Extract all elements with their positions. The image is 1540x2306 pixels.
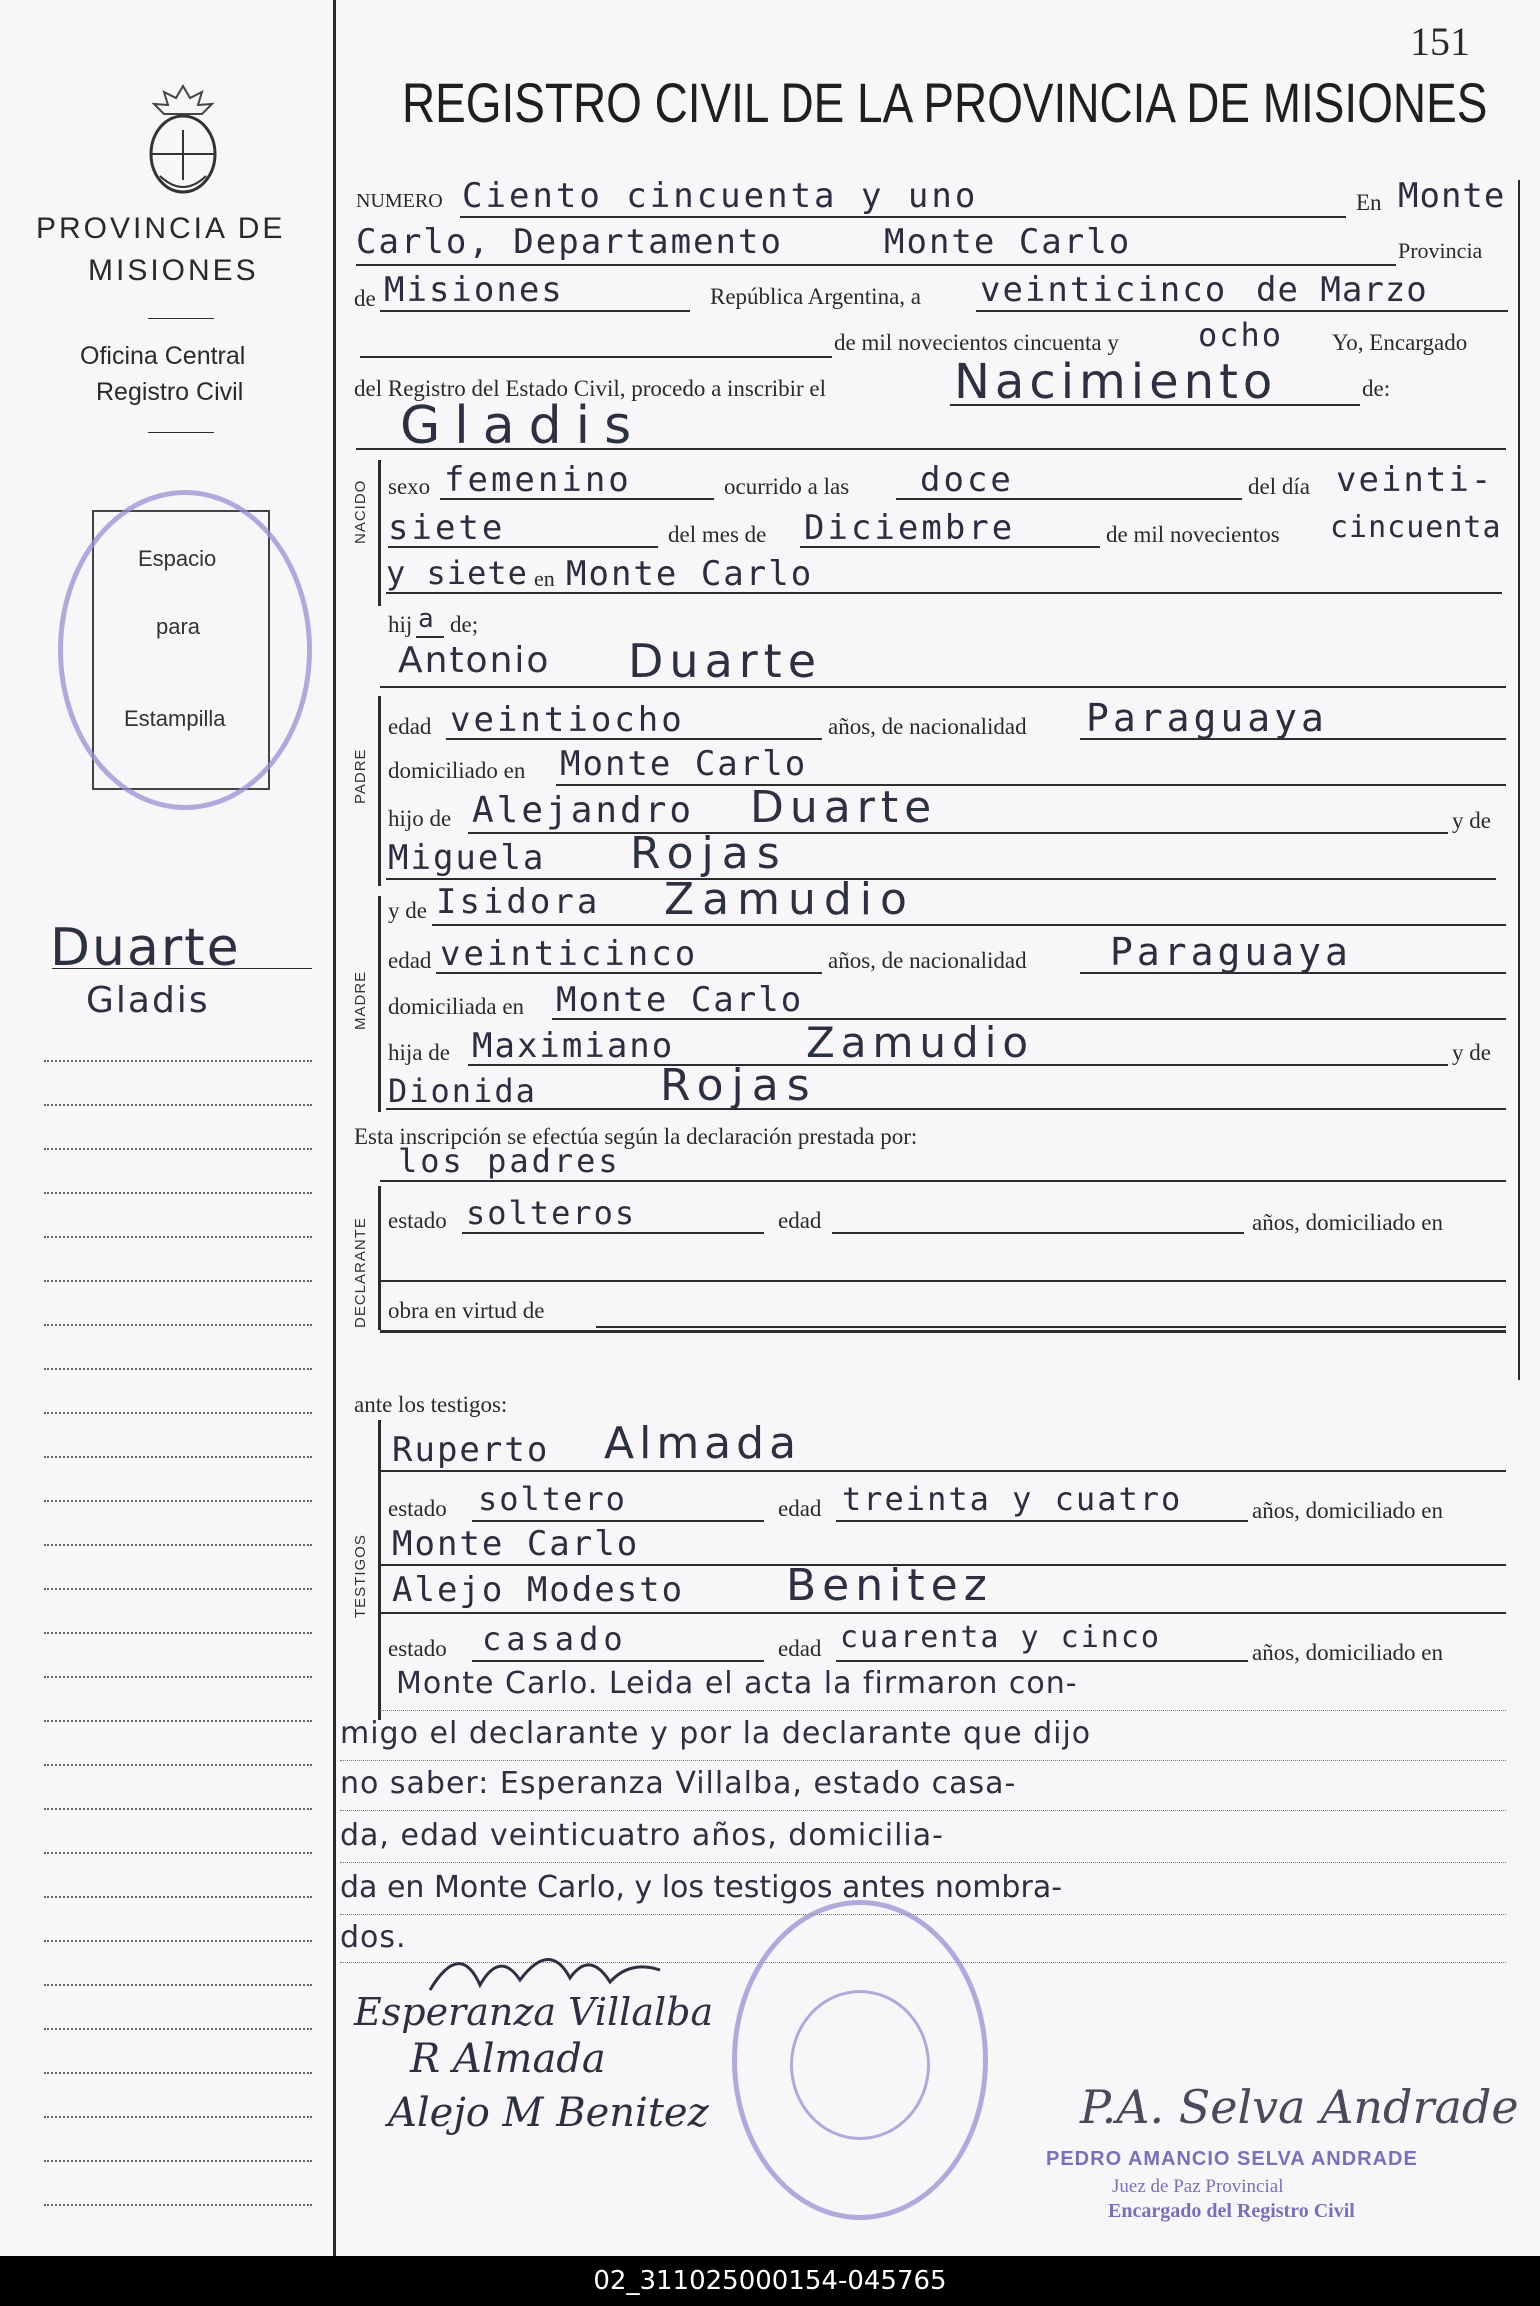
- line-note-5: [340, 1914, 1506, 1915]
- sidebar-line: [44, 1808, 312, 1810]
- value-mother-father-first: Maximiano: [472, 1026, 675, 1066]
- label-en: En: [1356, 190, 1382, 215]
- label-del-mes: del mes de: [668, 522, 767, 547]
- value-father-age: veintiocho: [450, 700, 685, 740]
- label-edad-padre: edad: [388, 714, 432, 739]
- sidebar-office-line1: Oficina Central: [80, 342, 246, 370]
- sidebar-line: [44, 1544, 312, 1546]
- sidebar-line: [44, 2160, 312, 2162]
- value-mother-last: Zamudio: [664, 874, 915, 925]
- label-y-de-madre2: y de: [1452, 1040, 1491, 1065]
- value-mother-first: Isidora: [436, 882, 601, 922]
- header-title: REGISTRO CIVIL DE LA PROVINCIA DE MISIONES: [402, 71, 1488, 134]
- sidebar-given-name: Gladis: [86, 980, 210, 1021]
- sidebar-divider-short-2: [148, 432, 214, 433]
- label-numero: NUMERO: [356, 190, 443, 212]
- label-de-mil: de mil novecientos cincuenta y: [834, 330, 1119, 355]
- value-witness2-last: Benitez: [786, 1560, 993, 1611]
- value-witness2-first: Alejo Modesto: [392, 1570, 685, 1610]
- value-father-nationality: Paraguaya: [1086, 696, 1328, 740]
- line-father-nationality: [1080, 738, 1506, 740]
- line-mother-father: [468, 1064, 1448, 1066]
- label-anos-dom-w1: años, domiciliado en: [1252, 1498, 1443, 1523]
- sidebar-line: [44, 1500, 312, 1502]
- value-date-month: de Marzo: [1256, 270, 1428, 310]
- label-provincia: Provincia: [1398, 238, 1483, 263]
- line-witness1-age: [836, 1520, 1248, 1522]
- line-declarant-domicile: [380, 1280, 1506, 1282]
- value-birth-year2: y siete: [386, 554, 528, 592]
- footer-id: 02_311025000154-045765: [0, 2256, 1540, 2306]
- stamp-text-3: Estampilla: [124, 706, 226, 731]
- value-father-mother-last: Rojas: [630, 828, 788, 879]
- judge-signature: P.A. Selva Andrade: [1080, 2080, 1519, 2134]
- line-declarant-state: [462, 1232, 764, 1234]
- note-line-5: da en Monte Carlo, y los testigos antes nombra-: [340, 1870, 1063, 1905]
- section-bar-madre: [378, 896, 381, 1112]
- sidebar-line: [44, 1148, 312, 1150]
- line-department: [356, 264, 1396, 266]
- value-birth-place: Monte Carlo: [566, 554, 814, 594]
- stamp-text-1: Espacio: [138, 546, 217, 571]
- sidebar-line: [44, 1060, 312, 1062]
- line-blank-date: [360, 356, 832, 358]
- sidebar-divider-short: [148, 318, 214, 319]
- value-province: Misiones: [384, 270, 564, 310]
- value-sex: femenino: [444, 460, 632, 500]
- sidebar-line: [44, 1984, 312, 1986]
- value-mother-domicile: Monte Carlo: [556, 980, 804, 1020]
- line-hij: [416, 636, 444, 638]
- line-day-part2: [388, 546, 658, 548]
- line-father-father: [468, 832, 1448, 834]
- label-domiciliado-padre: domiciliado en: [388, 758, 526, 783]
- line-witness1-state: [472, 1520, 764, 1522]
- signature-1: Esperanza Villalba: [354, 1990, 714, 2034]
- value-department: Monte Carlo: [884, 222, 1132, 262]
- label-ocurrido: ocurrido a las: [724, 474, 850, 499]
- label-edad-madre: edad: [388, 948, 432, 973]
- label-hija-de: hija de: [388, 1040, 450, 1065]
- sidebar-line: [44, 1280, 312, 1282]
- sidebar-province-line2: MISIONES: [88, 254, 259, 287]
- note-line-4: da, edad veinticuatro años, domicilia-: [340, 1818, 944, 1853]
- sidebar-line: [44, 1764, 312, 1766]
- value-act-type: Nacimiento: [954, 354, 1278, 410]
- registry-seal-inner: [790, 1990, 930, 2140]
- label-estado-w2: estado: [388, 1636, 447, 1661]
- label-sexo: sexo: [388, 474, 431, 499]
- label-republica: República Argentina, a: [710, 284, 921, 309]
- judge-stamp-name: PEDRO AMANCIO SELVA ANDRADE: [1046, 2148, 1418, 2170]
- label-de-colon: de:: [1362, 376, 1391, 401]
- line-note-2: [340, 1760, 1506, 1761]
- value-en-place: Monte: [1398, 176, 1506, 216]
- line-note-1: [380, 1710, 1506, 1711]
- line-mother-mother: [386, 1108, 1506, 1110]
- line-obra: [596, 1326, 1506, 1328]
- sidebar-line: [44, 2116, 312, 2118]
- value-birth-year: cincuenta: [1330, 510, 1502, 545]
- label-anos-dom-decl: años, domiciliado en: [1252, 1210, 1443, 1235]
- label-hij: hij: [388, 612, 413, 637]
- line-sex: [440, 498, 714, 500]
- sidebar-office-line2: Registro Civil: [96, 378, 244, 406]
- page-number: 151: [1410, 19, 1470, 64]
- label-edad-w2: edad: [778, 1636, 822, 1661]
- value-month: Diciembre: [804, 508, 1016, 548]
- label-del-registro: del Registro del Estado Civil, procedo a inscribir el: [354, 376, 827, 401]
- line-note-4: [340, 1862, 1506, 1863]
- sidebar-line: [44, 1104, 312, 1106]
- note-line-6: dos.: [340, 1920, 407, 1955]
- label-en-birth: en: [534, 566, 555, 591]
- coat-of-arms-icon: [138, 80, 228, 198]
- line-declarant-close: [380, 1330, 1506, 1333]
- line-date: [976, 310, 1508, 312]
- value-mother-nationality: Paraguaya: [1110, 930, 1352, 974]
- sidebar-line: [44, 1456, 312, 1458]
- label-de: de: [354, 286, 376, 311]
- label-obra: obra en virtud de: [388, 1298, 545, 1323]
- label-inscripcion: Esta inscripción se efectúa según la declaración prestada por:: [354, 1124, 918, 1149]
- value-father-surname: Duarte: [628, 634, 823, 688]
- value-father-father-last: Duarte: [750, 782, 938, 833]
- section-label-nacido: NACIDO: [352, 479, 369, 544]
- label-y-de-padre: y de: [1452, 808, 1491, 833]
- line-province: [380, 310, 690, 312]
- value-year-suffix: ocho: [1198, 316, 1284, 354]
- value-witness1-state: soltero: [478, 1480, 627, 1518]
- section-label-testigos: TESTIGOS: [352, 1534, 369, 1618]
- value-place-cont: Carlo, Departamento: [356, 222, 783, 262]
- value-father-mother-first: Miguela: [388, 838, 546, 878]
- line-month: [800, 546, 1100, 548]
- label-domiciliada: domiciliada en: [388, 994, 525, 1019]
- value-mother-father-last: Zamudio: [806, 1018, 1035, 1067]
- registry-seal-left: [58, 490, 312, 810]
- label-estado-decl: estado: [388, 1208, 447, 1233]
- section-label-declarante: DECLARANTE: [352, 1217, 369, 1328]
- label-hijo-de: hijo de: [388, 806, 452, 831]
- line-father-domicile: [556, 784, 1506, 786]
- section-bar-nacido: [378, 460, 381, 606]
- sidebar-line: [44, 1896, 312, 1898]
- judge-stamp-title: Juez de Paz Provincial: [1112, 2176, 1284, 2197]
- label-anos-nac-padre: años, de nacionalidad: [828, 714, 1027, 739]
- note-line-1: Monte Carlo. Leida el acta la firmaron con-: [396, 1666, 1078, 1701]
- label-ante-testigos: ante los testigos:: [354, 1392, 508, 1417]
- line-numero: [460, 216, 1346, 218]
- value-mother-mother-first: Dionida: [388, 1072, 537, 1110]
- line-witness2-age: [836, 1660, 1248, 1662]
- section-label-madre: MADRE: [352, 970, 369, 1030]
- value-witness1-domicile: Monte Carlo: [392, 1524, 640, 1564]
- value-witness1-last: Almada: [604, 1418, 802, 1469]
- signature-3: Alejo M Benitez: [388, 2090, 709, 2136]
- value-date-day: veinticinco: [980, 270, 1228, 310]
- value-witness1-first: Ruperto: [392, 1430, 550, 1470]
- section-label-padre: PADRE: [352, 748, 369, 804]
- value-declarant: los padres: [398, 1142, 621, 1180]
- line-mother-name: [432, 924, 1506, 926]
- line-act-type: [950, 404, 1360, 406]
- line-declarant: [380, 1180, 1506, 1182]
- sidebar-divider: [333, 0, 336, 2256]
- right-border: [1518, 180, 1520, 1380]
- section-bar-padre: [378, 696, 381, 886]
- line-father-age: [446, 738, 822, 740]
- label-edad-w1: edad: [778, 1496, 822, 1521]
- line-birth-place: [386, 592, 1502, 594]
- sidebar-line: [44, 2204, 312, 2206]
- label-yo-encargado: Yo, Encargado: [1332, 330, 1468, 355]
- line-hour: [896, 498, 1242, 500]
- sidebar-line: [44, 1720, 312, 1722]
- value-declarant-state: solteros: [466, 1194, 637, 1232]
- label-de-semi: de;: [450, 612, 479, 637]
- line-declarant-age: [832, 1232, 1244, 1234]
- sidebar-line: [44, 1940, 312, 1942]
- value-witness1-age: treinta y cuatro: [842, 1480, 1183, 1518]
- label-edad-decl: edad: [778, 1208, 822, 1233]
- value-father-domicile: Monte Carlo: [560, 744, 808, 784]
- line-father-name: [380, 686, 1506, 688]
- sidebar-line: [44, 1324, 312, 1326]
- value-hij-suffix: a: [418, 604, 437, 634]
- line-mother-nationality: [1080, 972, 1506, 974]
- stamp-text-2: para: [156, 614, 201, 639]
- sidebar-province-line1: PROVINCIA DE: [36, 212, 286, 245]
- value-day-part1: veinti-: [1336, 460, 1494, 500]
- label-y-de-madre: y de: [388, 898, 427, 923]
- note-line-3: no saber: Esperanza Villalba, estado casa-: [340, 1766, 1017, 1801]
- value-witness2-state: casado: [482, 1620, 628, 1658]
- value-witness2-age: cuarenta y cinco: [840, 1620, 1161, 1655]
- section-bar-declarante: [378, 1186, 381, 1330]
- sidebar-line: [44, 1632, 312, 1634]
- sidebar-line: [44, 1676, 312, 1678]
- label-de-mil-nov: de mil novecientos: [1106, 522, 1280, 547]
- line-note-3: [340, 1810, 1506, 1811]
- sidebar-line: [44, 1192, 312, 1194]
- value-child-name: Gladis: [400, 396, 646, 456]
- label-anos-dom-w2: años, domiciliado en: [1252, 1640, 1443, 1665]
- section-bar-testigos: [378, 1420, 381, 1720]
- sidebar-line: [44, 1852, 312, 1854]
- sidebar-name-underline: [52, 968, 312, 969]
- note-line-2: migo el declarante y por la declarante que dijo: [340, 1716, 1092, 1751]
- sidebar-surname: Duarte: [50, 918, 241, 978]
- line-witness2: [380, 1612, 1506, 1614]
- value-father-name: Antonio: [398, 640, 551, 681]
- value-numero: Ciento cincuenta y uno: [462, 176, 979, 216]
- value-hour: doce: [920, 460, 1014, 500]
- value-mother-mother-last: Rojas: [660, 1060, 818, 1111]
- line-mother-age: [436, 972, 822, 974]
- line-child-name: [356, 448, 1506, 450]
- label-anos-nac-madre: años, de nacionalidad: [828, 948, 1027, 973]
- label-estado-w1: estado: [388, 1496, 447, 1521]
- sidebar-line: [44, 1412, 312, 1414]
- sidebar-line: [44, 1368, 312, 1370]
- sidebar-line: [44, 1236, 312, 1238]
- value-mother-age: veinticinco: [440, 934, 699, 974]
- line-witness2-state: [472, 1660, 764, 1662]
- sidebar-line: [44, 1588, 312, 1590]
- label-del-dia: del día: [1248, 474, 1310, 499]
- judge-stamp-role: Encargado del Registro Civil: [1108, 2200, 1355, 2222]
- signature-2: R Almada: [410, 2036, 606, 2082]
- value-day-part2: siete: [388, 508, 506, 548]
- line-witness1: [380, 1470, 1506, 1472]
- value-father-father-first: Alejandro: [472, 790, 695, 831]
- sidebar-line: [44, 2028, 312, 2030]
- sidebar-line: [44, 2072, 312, 2074]
- line-father-mother: [386, 878, 1496, 880]
